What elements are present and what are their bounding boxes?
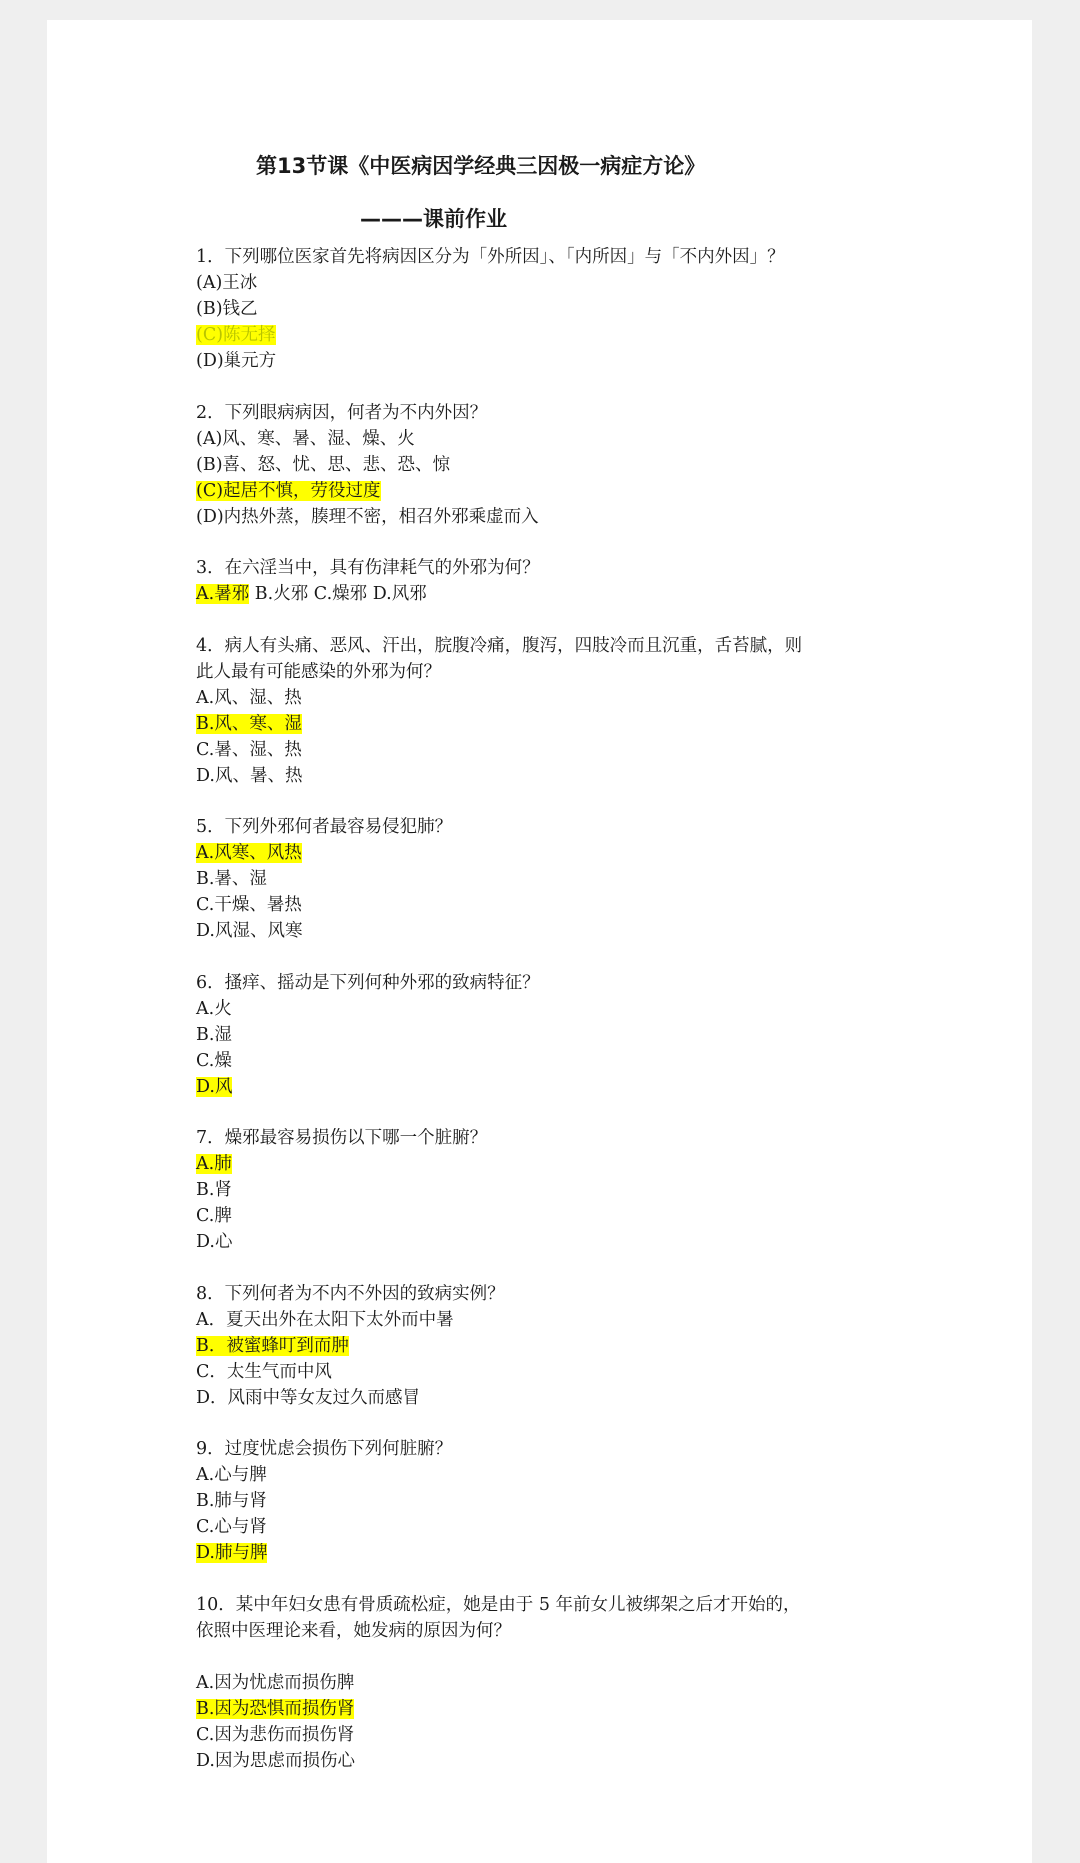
option-7b: B.肾 [196, 1180, 232, 1200]
question-8 [196, 1281, 896, 1411]
option-5b: B.暑、湿 [196, 869, 267, 889]
option-3c: C.燥邪 [313, 584, 368, 604]
option-9b: B.肺与肾 [196, 1491, 267, 1511]
question-9-stem: 9．过度忧虑会损伤下列何脏腑？ [196, 1439, 453, 1459]
question-5 [196, 814, 896, 944]
option-1b: (B)钱乙 [196, 299, 258, 319]
question-4 [196, 633, 896, 789]
option-10b-answer: B.因为恐惧而损伤肾 [196, 1698, 355, 1719]
option-3a-answer: A.暑邪 [196, 584, 250, 604]
question-list [196, 244, 896, 1799]
option-10a: A.因为忧虑而损伤脾 [196, 1672, 355, 1693]
option-4c: C.暑、湿、热 [196, 739, 302, 760]
question-2-stem: 2．下列眼病病因，何者为不内外因？ [196, 402, 488, 423]
options-3-inline [196, 581, 896, 607]
option-4b-answer: B.风、寒、湿 [196, 713, 302, 734]
question-6-stem: 6．搔痒、摇动是下列何种外邪的致病特征？ [196, 972, 540, 993]
question-4-stem-line1: 4．病人有头痛、恶风、汗出，脘腹冷痛，腹泻，四肢冷而且沉重，舌苔腻，则 [196, 635, 803, 656]
question-4-stem-line2: 此人最有可能感染的外邪为何？ [196, 661, 441, 682]
option-4a: A.风、湿、热 [196, 687, 302, 708]
question-10-options [196, 1670, 896, 1774]
question-3-stem: 3．在六淫当中，具有伤津耗气的外邪为何？ [196, 558, 540, 578]
document-subtitle: ———课前作业 [360, 207, 507, 231]
option-6c: C.燥 [196, 1050, 232, 1071]
option-6d-answer: D.风 [196, 1076, 233, 1097]
question-7 [196, 1125, 896, 1255]
option-3d: D.风邪 [372, 584, 427, 604]
option-9d-answer: D.肺与脾 [196, 1543, 268, 1563]
option-9c: C.心与肾 [196, 1517, 267, 1537]
option-7d: D.心 [196, 1232, 233, 1252]
option-4d: D.风、暑、热 [196, 765, 303, 786]
option-5d: D.风湿、风寒 [196, 921, 303, 941]
option-2c-answer: (C)起居不慎，劳役过度 [196, 480, 381, 501]
option-8b-answer: B．被蜜蜂叮到而肿 [196, 1335, 349, 1356]
option-5a-answer: A.风寒、风热 [196, 843, 302, 863]
option-10d: D.因为思虑而损伤心 [196, 1750, 355, 1771]
question-10-stem-line1: 10．某中年妇女患有骨质疏松症，她是由于 5 年前女儿被绑架之后才开始的， [196, 1594, 801, 1615]
document-title: 第13节课《中医病因学经典三因极一病症方论》 [256, 154, 706, 178]
option-2b: (B)喜、怒、忧、思、悲、恐、惊 [196, 454, 451, 475]
option-5c: C.干燥、暑热 [196, 895, 302, 915]
option-1d: (D)巢元方 [196, 351, 277, 371]
question-9 [196, 1436, 896, 1566]
question-5-stem: 5．下列外邪何者最容易侵犯肺？ [196, 817, 453, 837]
question-10-stem-line2: 依照中医理论来看，她发病的原因为何？ [196, 1620, 511, 1641]
option-10c: C.因为悲伤而损伤肾 [196, 1724, 355, 1745]
option-7a-answer: A.肺 [196, 1154, 232, 1174]
question-8-stem: 8．下列何者为不内不外因的致病实例？ [196, 1283, 505, 1304]
question-1-stem: 1．下列哪位医家首先将病因区分为「外所因」、「内所因」与「不内外因」？ [196, 247, 785, 267]
option-1a: (A)王冰 [196, 273, 258, 293]
question-7-stem: 7．燥邪最容易损伤以下哪一个脏腑？ [196, 1128, 488, 1148]
question-2 [196, 400, 896, 530]
option-2d: (D)内热外蒸，腠理不密，相召外邪乘虚而入 [196, 506, 539, 527]
option-8a: A．夏天出外在太阳下太外而中暑 [196, 1309, 454, 1330]
option-8c: C．太生气而中风 [196, 1361, 332, 1382]
option-2a: (A)风、寒、暑、湿、燥、火 [196, 428, 415, 449]
question-3 [196, 555, 896, 607]
option-6b: B.湿 [196, 1024, 232, 1045]
option-6a: A.火 [196, 998, 232, 1019]
question-1 [196, 244, 896, 374]
question-10 [196, 1592, 896, 1774]
option-1c-answer: (C)陈无择 [196, 325, 276, 345]
option-8d: D．风雨中等女友过久而感冒 [196, 1387, 421, 1408]
option-9a: A.心与脾 [196, 1465, 267, 1485]
question-6 [196, 970, 896, 1100]
option-3b: B.火邪 [254, 584, 309, 604]
option-7c: C.脾 [196, 1206, 232, 1226]
